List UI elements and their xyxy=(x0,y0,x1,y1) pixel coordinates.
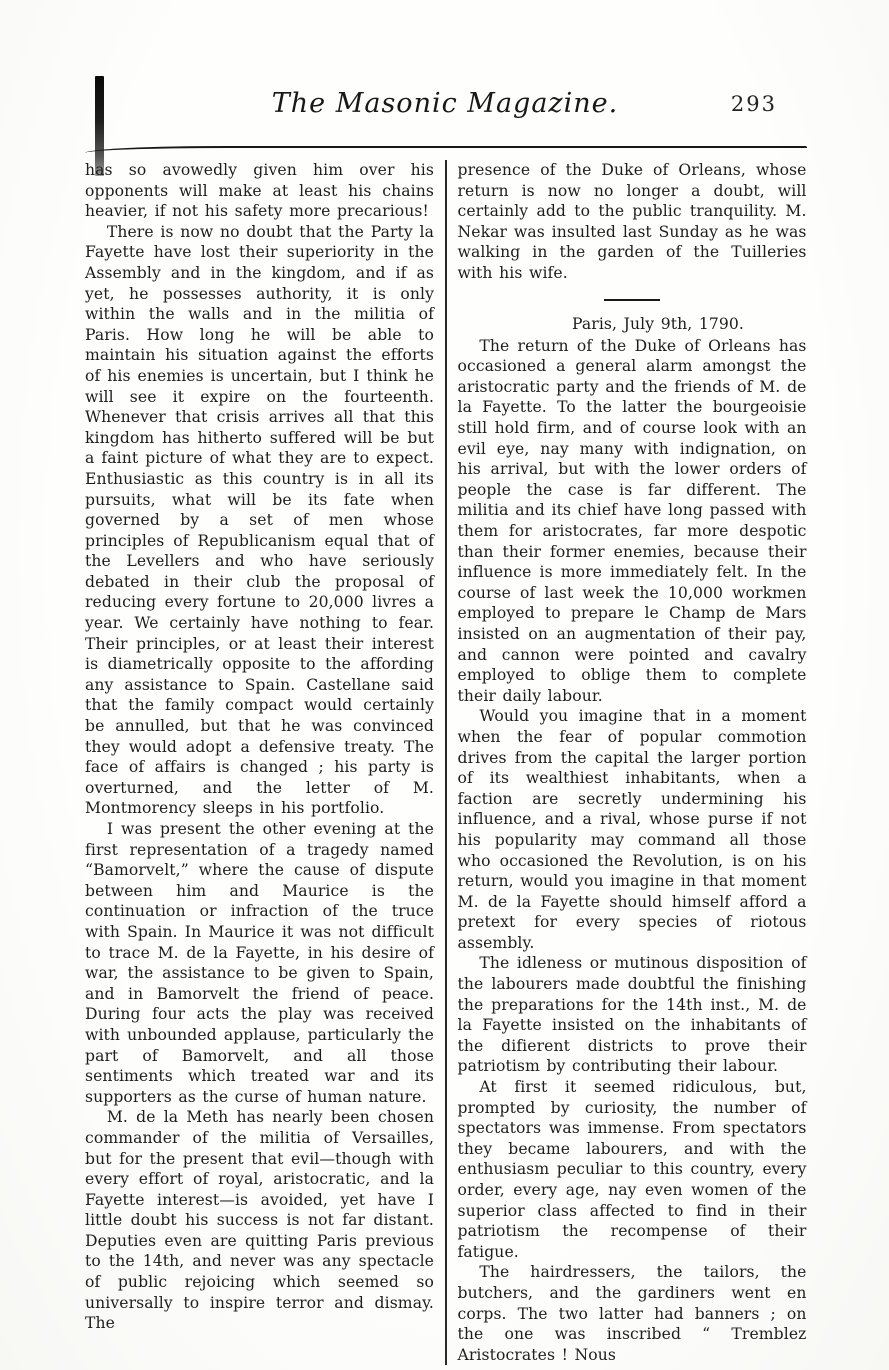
page-title: The Masonic Magazine. xyxy=(271,88,619,119)
section-divider-rule xyxy=(604,299,660,302)
column-gap xyxy=(447,160,458,1365)
paragraph: has so avowedly given him over his opponents will make at least his chains heavier, if not his safety more precarious! xyxy=(85,161,434,221)
page-header xyxy=(85,88,805,130)
page-number: 293 xyxy=(730,92,777,116)
article-body xyxy=(85,160,807,1365)
right-column xyxy=(458,160,807,1365)
paragraph: At first it seemed ridiculous, but, prompted by curiosity, the number of spectators was immense. From spectators they became labourers, and with the enthusiasm peculiar to this country, every order, every age, nay even women of the superior class affected to find in their patriotism the recompense of their fatigue. xyxy=(457,1078,807,1261)
paragraph: The idleness or mutinous disposition of the labourers made doubtful the finishing the preparations for the 14th inst., M. de la Fayette insisted on the inhabitants of the difierent districts to prove their patriotism by contributing their labour. xyxy=(457,954,807,1076)
header-rule xyxy=(85,146,807,153)
paragraph: There is now no doubt that the Party la Fayette have lost their superiority in the Assembly and in the kingdom, and if as yet, he possesses authority, it is only within the walls and in the militia of Paris. How long he will be able to maintain his situation against the efforts of his enemies is uncertain, but I think he will see it expire on the fourteenth. Whenever that crisis arrives all that this kingdom has hitherto suffered will be but a faint picture of what they are to expect. Enthusiastic as this country is in all its pursuits, what will be its fate when governed by a set of men whose principles of Republicanism equal that of the Levellers and who have seriously debated in their club the proposal of reducing every fortune to 20,000 livres a year. We certainly have nothing to fear. Their principles, or at least their interest is diametrically opposite to the affording any assistance to Spain. Castellane said that the family compact would certainly be annulled, but that he was convinced they would adopt a defensive treaty. The face of affairs is changed ; his party is overturned, and the letter of M. Montmorency sleeps in his portfolio. xyxy=(85,222,434,818)
paragraph: Would you imagine that in a moment when the fear of popular commotion drives from the capital the larger portion of its wealthiest inhabitants, when a faction are secretly undermining his influence, and a rival, whose purse if not his popularity may command all those who occasioned the Revolution, is on his return, would you imagine in that moment M. de la Fayette should himself afford a pretext for every species of riotous assembly. xyxy=(457,707,807,952)
paragraph: presence of the Duke of Orleans, whose return is now no longer a doubt, will certainly add to the public tranquility. M. Nekar was insulted last Sunday as he was walking in the garden of the Tuilleries with his wife. xyxy=(457,161,807,282)
dateline: Paris, July 9th, 1790. xyxy=(572,315,744,334)
paragraph: The hairdressers, the tailors, the butchers, and the gardiners went en corps. The two latter had banners ; on the one was inscribed “ Tremblez Aristocrates ! Nous xyxy=(457,1263,807,1364)
left-column xyxy=(85,160,434,1365)
paragraph: I was present the other evening at the first representation of a tragedy named “Bamorvelt,” where the cause of dispute between him and Maurice is the continuation or infraction of the truce with Spain. In Maurice it was not difficult to trace M. de la Fayette, in his desire of war, the assistance to be given to Spain, and in Bamorvelt the friend of peace. During four acts the play was received with unbounded applause, particularly the part of Bamorvelt, and all those sentiments which treated war and its supporters as the curse of human nature. xyxy=(85,820,434,1106)
column-gap xyxy=(434,160,445,1365)
paragraph: M. de la Meth has nearly been chosen commander of the militia of Versailles, but for the present that evil—though with every effort of royal, aristocratic, and la Fayette interest—is avoided, yet have I little doubt his success is not far distant. Deputies even are quitting Paris previous to the 14th, and never was any spectacle of public rejoicing which seemed so universally to inspire terror and dismay. The xyxy=(85,1108,434,1333)
paragraph: The return of the Duke of Orleans has occasioned a general alarm amongst the aristocratic party and the friends of M. de la Fayette. To the latter the bourgeoisie still hold firm, and of course look with an evil eye, nay many with indignation, on his arrival, but with the lower orders of people the case is far different. The militia and its chief have long passed with them for aristocrates, far more despotic than their former enemies, because their influence is more immediately felt. In the course of last week the 10,000 workmen employed to prepare le Champ de Mars insisted on an augmentation of their pay, and cannon were pointed and cavalry employed to oblige them to complete their daily labour. xyxy=(457,336,807,705)
